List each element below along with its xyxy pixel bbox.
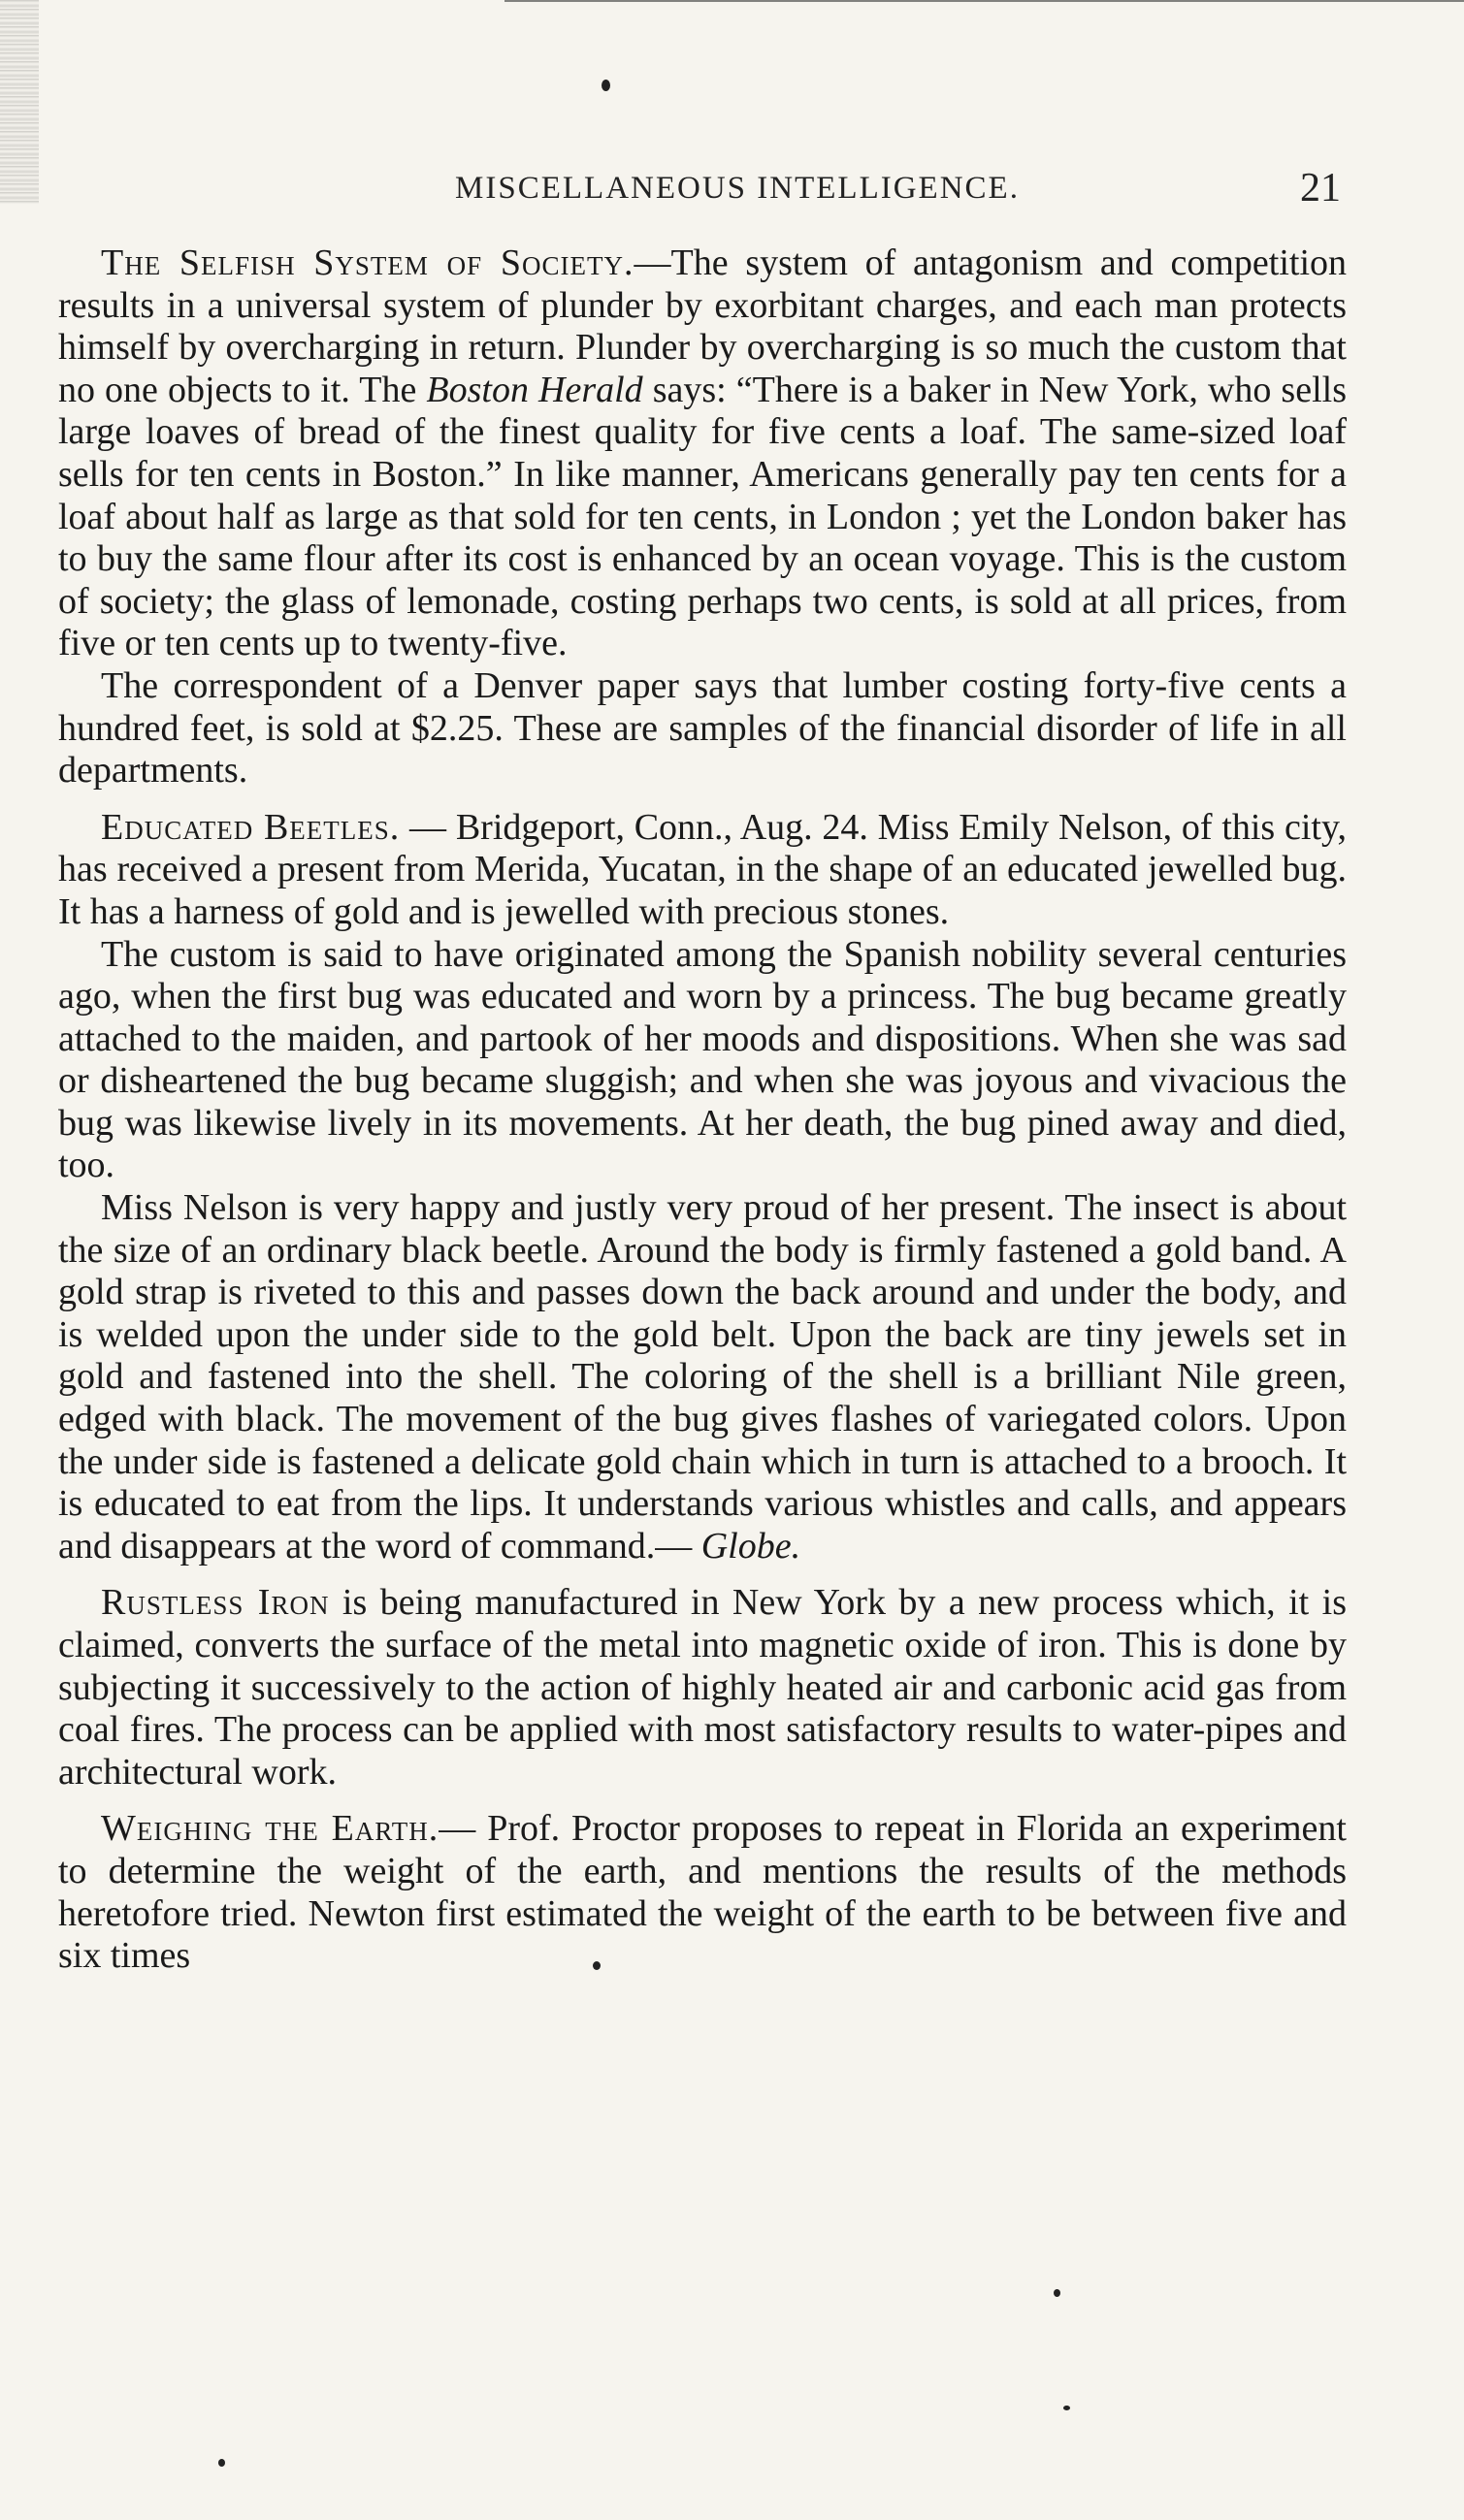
ink-speck (1063, 2406, 1070, 2410)
running-head: MISCELLANEOUS INTELLIGENCE. (455, 171, 1020, 206)
paragraph-text: says: “There is a baker in New York, who sells large loaves of bread of the finest quality for five cents a loaf. The same-sized loaf sells for ten cents in Boston.” In like manner, Americans generally pay ten cents for a loaf about half as large as that sold for ten cents, in London ; yet the London baker has to buy the same flour after its cost is enhanced by an ocean voyage. This is the custom of society; the glass of lemonade, costing perhaps two cents, is sold at all prices, from five or ten cents up to twenty-five. (58, 369, 1347, 664)
paragraph-text: Miss Nelson is very happy and justly very proud of her present. The insect is about the size of an ordinary black beetle. Around the body is firmly fastened a gold band. A gold strap is riveted to this and passes down the back around and under the body, and is welded upon the under side to the gold belt. Upon the back are tiny jewels set in gold and fastened into the shell. The coloring of the shell is a brilliant Nile green, edged with black. The movement of the bug gives flashes of variegated colors. Upon the under side is fastened a delicate gold chain which in turn is attached to a brooch. It is educated to eat from the lips. It understands various whistles and calls, and appears and disappears at the word of command.— (58, 1187, 1347, 1567)
article-educated-beetles-p1 (58, 807, 1347, 934)
page-top-edge (504, 0, 1464, 2)
article-rustless-iron-p1 (58, 1582, 1347, 1793)
paragraph-text: The correspondent of a Denver paper says that lumber costing forty-five cents a hundred feet, is sold at $2.25. These are samples of the financial disorder of life in all departments. (58, 664, 1347, 792)
page-edge-grain (0, 0, 39, 204)
ink-speck (602, 80, 610, 91)
paragraph-text: The custom is said to have originated among the Spanish nobility several centuries ago, when the first bug was educated and worn by a princess. The bug became greatly attached to the maiden, and partook of her moods and dispositions. When she was sad or disheartened the bug became sluggish; and when she was joyous and vivacious the bug was likewise lively in its movements. At her death, the bug pined away and died, too. (58, 933, 1347, 1186)
page-number: 21 (1300, 166, 1341, 210)
section-heading: Rustless Iron (101, 1582, 330, 1624)
article-educated-beetles-p2 (58, 934, 1347, 1188)
article-weighing-earth-p1 (58, 1808, 1347, 1977)
section-heading: Educated Beetles. (101, 806, 401, 848)
article-body (58, 242, 1347, 1978)
article-selfish-system-p1 (58, 242, 1347, 665)
article-educated-beetles-p3 (58, 1187, 1347, 1567)
ink-speck (1054, 2289, 1060, 2297)
section-heading: Weighing the Earth. (101, 1808, 439, 1850)
paragraph-text: is being manufactured in New York by a new process which, it is claimed, converts the surface of the metal into magnetic oxide of iron. This is done by subjecting it successively to the action of highly heated air and carbonic acid gas from coal fires. The process can be applied with most satisfactory results to water-pipes and architectural work. (58, 1582, 1348, 1793)
source-credit: Globe. (700, 1525, 801, 1567)
paragraph-text: —The system of antagonism and competition results in a universal system of plunder by exorbitant charges, and each man protects himself by overcharging in return. Plunder by overcharging is so much the custom that no one objects to it. The (58, 242, 1347, 410)
article-selfish-system-p2 (58, 665, 1347, 792)
section-heading: The Selfish System of Society. (101, 242, 634, 283)
paragraph-text: — Bridgeport, Conn., Aug. 24. Miss Emily Nelson, of this city, has received a present from Merida, Yucatan, in the shape of an educated jewelled bug. It has a harness of gold and is jewelled with precious stones. (58, 806, 1347, 932)
ink-speck (218, 2459, 225, 2467)
paragraph-text: — Prof. Proctor proposes to repeat in Florida an experiment to determine the weight of the earth, and mentions the results of the methods heretofore tried. Newton first estimated the weight of the earth to be between five and six times (58, 1808, 1347, 1977)
publication-title: Boston Herald (426, 369, 643, 410)
